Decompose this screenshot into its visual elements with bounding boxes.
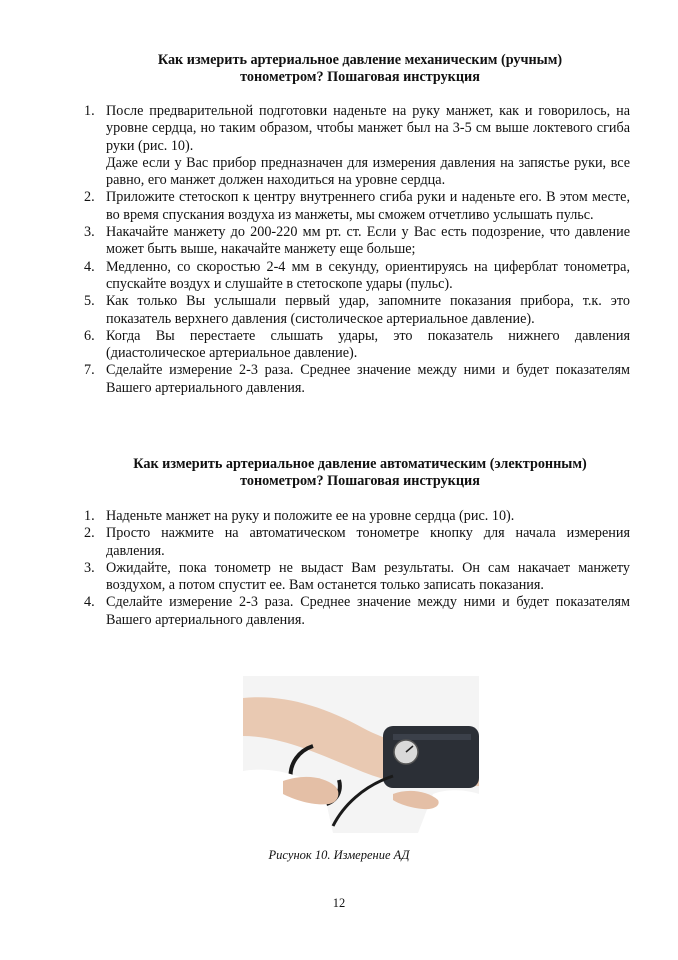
list-item: [84, 293, 630, 328]
list-item: [84, 259, 630, 294]
list-item-text: После предварительной подготовки наденьте на руку манжет, как и говорилось, на уровне сердца, но таким образом, чтобы манжет был на 3-5 см выше локтевого сгиба руки (рис. 10).: [106, 103, 630, 154]
list-item-number: 7.: [84, 362, 95, 379]
list-item-text: Как только Вы услышали первый удар, запомните показания прибора, т.к. это показатель верхнего давления (систолическое артериальное давление).: [106, 293, 630, 327]
list-item-number: 1.: [84, 103, 95, 119]
list-item-number: 4.: [84, 594, 95, 611]
blood-pressure-photo: [243, 676, 479, 833]
list-item-number: 6.: [84, 327, 95, 344]
list-item-number: 3.: [84, 559, 95, 576]
figure-caption: Рисунок 10. Измерение АД: [268, 848, 410, 862]
list-item-number: 5.: [84, 293, 95, 310]
list-item-number: 3.: [84, 224, 95, 241]
mechanical-steps-list: [84, 103, 630, 397]
list-item: [84, 103, 630, 189]
list-item: [84, 224, 630, 259]
automatic-steps-list: [84, 508, 630, 629]
list-item: [84, 508, 630, 525]
list-item-text: Просто нажмите на автоматическом тонометре кнопку для начала измерения давления.: [106, 525, 630, 559]
list-item-text: Сделайте измерение 2-3 раза. Среднее значение между ними и будет показателям Вашего артериального давления.: [106, 594, 630, 628]
list-item-text: Когда Вы перестаете слышать удары, это показатель нижнего давления (диастолическое артериальное давление).: [106, 327, 630, 362]
list-item-text: Сделайте измерение 2-3 раза. Среднее значение между ними и будет показателям Вашего артериального давления.: [106, 362, 630, 396]
section-title-mechanical: [90, 52, 630, 86]
blood-pressure-measurement-illustration: [243, 676, 479, 833]
list-item-text: Приложите стетоскоп к центру внутреннего сгиба руки и наденьте его. В этом месте, во время спускания воздуха из манжеты, мы сможем отчетливо услышать пульс.: [106, 189, 630, 223]
section-title-line: Как измерить артериальное давление автоматическим (электронным): [133, 456, 587, 472]
list-item: [84, 525, 630, 560]
section-title-line: тонометром? Пошаговая инструкция: [240, 473, 480, 489]
section-title-automatic: [90, 456, 630, 490]
list-item: [84, 362, 630, 397]
list-item-text: Ожидайте, пока тонометр не выдаст Вам результаты. Он сам накачает манжету воздухом, а потом спустит ее. Вам останется только записать показания.: [106, 559, 630, 594]
list-item-number: 2.: [84, 525, 95, 542]
list-item-text: Медленно, со скоростью 2-4 мм в секунду, ориентируясь на циферблат тонометра, спускайте воздух и слушайте в стетоскопе удары (пульс).: [106, 258, 630, 292]
list-item: [84, 189, 630, 224]
list-item: [84, 594, 630, 629]
list-item-number: 1.: [84, 508, 95, 524]
page-number: 12: [332, 896, 346, 910]
section-title-line: Как измерить артериальное давление механическим (ручным): [157, 52, 563, 68]
list-item-number: 4.: [84, 258, 95, 275]
section-title-line: тонометром? Пошаговая инструкция: [240, 69, 480, 85]
list-item-note: Даже если у Вас прибор предназначен для измерения давления на запястье руки, все равно, его манжет должен находиться на уровне сердца.: [106, 154, 630, 189]
list-item-number: 2.: [84, 189, 95, 206]
list-item-text: Наденьте манжет на руку и положите ее на уровне сердца (рис. 10).: [106, 508, 515, 524]
list-item: [84, 328, 630, 363]
list-item: [84, 560, 630, 595]
list-item-text: Накачайте манжету до 200-220 мм рт. ст. Если у Вас есть подозрение, что давление может быть выше, накачайте манжету еще больше;: [106, 224, 630, 258]
